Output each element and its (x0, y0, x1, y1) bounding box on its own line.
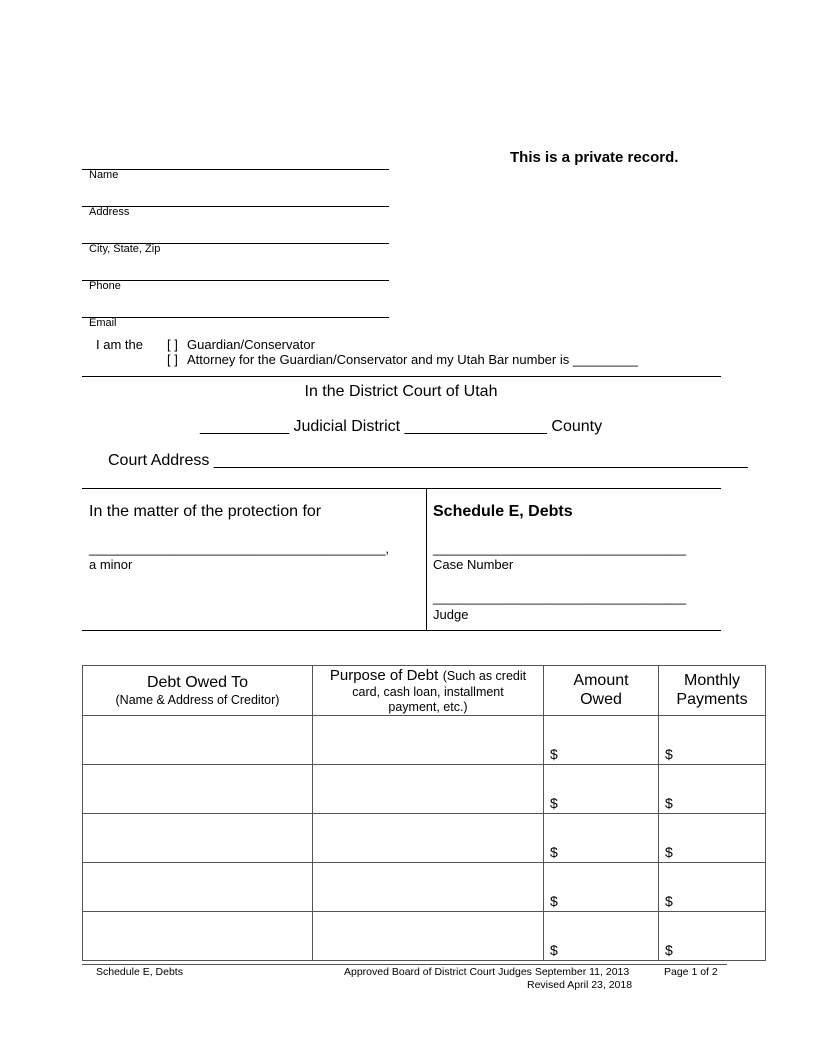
monthly-payment-cell[interactable] (659, 814, 766, 863)
judicial-district-row (200, 418, 602, 436)
name-line[interactable] (82, 169, 389, 170)
name-label: Name (89, 169, 119, 181)
monthly-payments-header (659, 666, 766, 716)
currency-symbol: $ (550, 942, 558, 958)
purpose-title: Purpose of Debt (329, 666, 439, 684)
table-row (83, 716, 766, 765)
debt-owed-to-title: Debt Owed To (146, 674, 249, 692)
monthly-payments-line1: Monthly (683, 672, 741, 690)
purpose-cell[interactable] (313, 814, 544, 863)
creditor-cell[interactable] (83, 716, 313, 765)
purpose-header (313, 666, 544, 716)
debt-owed-to-header (83, 666, 313, 716)
amount-owed-line1: Amount (573, 672, 629, 690)
court-address-label: Court Address (108, 452, 210, 469)
currency-symbol: $ (550, 795, 558, 811)
judge-label: Judge (433, 607, 469, 622)
caption-bottom-line (82, 630, 721, 631)
district-label: Judicial District (293, 418, 401, 435)
amount-owed-cell[interactable] (544, 912, 659, 961)
guardian-checkbox[interactable]: [ ] (167, 337, 178, 352)
currency-symbol: $ (665, 795, 673, 811)
county-blank[interactable]: ________________ (404, 418, 547, 435)
attorney-option-label: Attorney for the Guardian/Conservator and my Utah Bar number is _________ (187, 352, 638, 367)
minor-name-blank[interactable]: _________________________________________, (89, 541, 390, 556)
creditor-cell[interactable] (83, 765, 313, 814)
currency-symbol: $ (550, 844, 558, 860)
monthly-payments-line2: Payments (676, 690, 748, 708)
address-label: Address (89, 206, 130, 218)
monthly-payment-cell[interactable] (659, 765, 766, 814)
table-row (83, 863, 766, 912)
matter-text: In the matter of the protection for (89, 503, 322, 520)
purpose-cell[interactable] (313, 765, 544, 814)
monthly-payment-cell[interactable] (659, 863, 766, 912)
email-line[interactable] (82, 317, 389, 318)
table-row (83, 912, 766, 961)
footer-approved: Approved Board of District Court Judges September 11, 2013 (344, 966, 630, 978)
currency-symbol: $ (550, 893, 558, 909)
footer-form-name: Schedule E, Debts (96, 966, 183, 978)
amount-owed-cell[interactable] (544, 765, 659, 814)
guardian-option-label: Guardian/Conservator (187, 337, 315, 352)
phone-label: Phone (89, 280, 121, 292)
creditor-cell[interactable] (83, 912, 313, 961)
district-blank[interactable]: __________ (200, 418, 289, 435)
case-number-label: Case Number (433, 557, 514, 572)
purpose-subtitle: card, cash loan, installment payment, etc.) (352, 685, 504, 714)
email-label: Email (89, 317, 117, 329)
phone-line[interactable] (82, 280, 389, 281)
court-address-blank[interactable]: ____________________________________________________________ (213, 452, 748, 469)
caption-top-line (82, 488, 721, 489)
document-title: Schedule E, Debts (433, 503, 573, 520)
i-am-the-label: I am the (96, 337, 143, 352)
amount-owed-cell[interactable] (544, 814, 659, 863)
currency-symbol: $ (665, 942, 673, 958)
court-title: In the District Court of Utah (304, 383, 498, 400)
amount-owed-line2: Owed (580, 690, 622, 708)
footer-page-number: Page 1 of 2 (664, 966, 718, 978)
footer-revised: Revised April 23, 2018 (527, 979, 633, 991)
table-row (83, 765, 766, 814)
monthly-payment-cell[interactable] (659, 716, 766, 765)
debts-table (82, 665, 766, 961)
currency-symbol: $ (665, 893, 673, 909)
case-number-blank[interactable]: ___________________________________ (433, 541, 687, 556)
table-row (83, 814, 766, 863)
section-divider (82, 376, 721, 377)
footer-line (82, 964, 727, 965)
currency-symbol: $ (665, 844, 673, 860)
court-address-row (108, 452, 748, 470)
attorney-checkbox[interactable]: [ ] (167, 352, 178, 367)
county-label: County (551, 418, 603, 435)
purpose-paren: (Such as credit (442, 668, 527, 683)
minor-label: a minor (89, 557, 133, 572)
city-state-zip-label: City, State, Zip (89, 243, 161, 255)
monthly-payment-cell[interactable] (659, 912, 766, 961)
creditor-cell[interactable] (83, 814, 313, 863)
table-header-row (83, 666, 766, 716)
caption-divider (426, 488, 427, 630)
purpose-cell[interactable] (313, 716, 544, 765)
amount-owed-cell[interactable] (544, 863, 659, 912)
purpose-cell[interactable] (313, 912, 544, 961)
judge-blank[interactable]: ___________________________________ (433, 590, 687, 605)
purpose-cell[interactable] (313, 863, 544, 912)
private-record-notice: This is a private record. (510, 149, 679, 166)
currency-symbol: $ (665, 746, 673, 762)
amount-owed-cell[interactable] (544, 716, 659, 765)
currency-symbol: $ (550, 746, 558, 762)
amount-owed-header (544, 666, 659, 716)
creditor-cell[interactable] (83, 863, 313, 912)
debt-owed-to-subtitle: (Name & Address of Creditor) (115, 692, 280, 707)
